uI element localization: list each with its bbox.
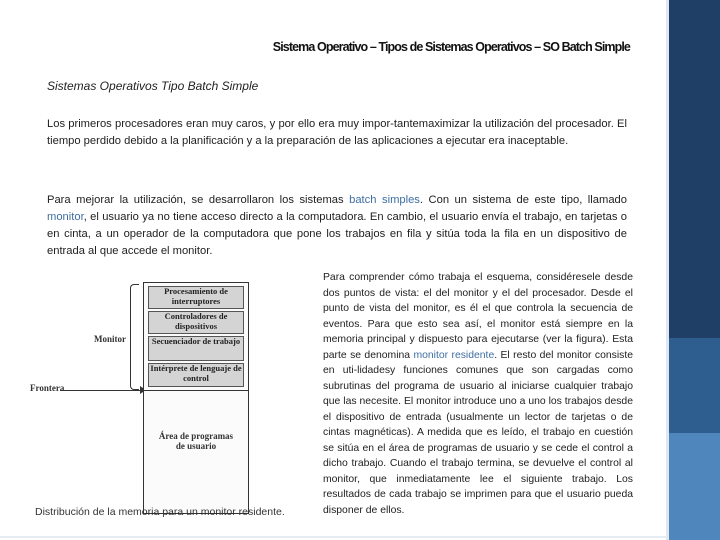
figure-box-control-language: Intérprete de lenguaje de control [148,363,244,387]
paragraph-1: Los primeros procesadores eran muy caros, y por ello era muy impor-tantemaximizar la utilización del procesador. El tiempo perdido debido a la planificación y a la preparación de las aplicaciones a ejecutar era inaceptable. [47,118,627,147]
paragraph-2-text-b: . Con un sistema de este tipo, llamado [419,194,627,206]
monitor-link[interactable]: monitor [47,211,84,223]
slide-title: Sistema Operativo – Tipos de Sistemas Operativos – SO Batch Simple [272,40,630,54]
paragraph-2-text-a: Para mejorar la utilización, se desarrollaron los sistemas [47,194,350,206]
frontier-line [60,390,144,391]
bottom-rule [0,536,666,538]
paragraph-2 [47,192,627,260]
figure-user-area: Área de programas de usuario [158,431,234,451]
sidebar-edge-line [666,0,669,540]
paragraph-3 [323,270,633,518]
figure-caption: Distribución de la memoria para un monitor residente. [35,506,285,518]
memory-frame [143,282,249,514]
figure-box-job-sequencer: Secuenciador de trabajo [148,336,244,361]
memory-layout-figure [30,270,310,528]
sidebar-light-band [666,433,720,540]
monitor-brace [130,284,139,390]
sidebar-mid-band [666,338,720,433]
figure-box-interrupts: Procesamiento de interruptores [148,286,244,309]
paragraph-3-text-b: . El resto del monitor consiste en uti-lidadesy funciones comunes que son cargadas como subrutinas del programa de usuario al iniciarse cualquier trabajo que las necesite. El monitor introduce uno a uno los trabajos desde el dispositivo de entrada (usualmente un lector de tarjetas o de cintas magnéticas). A medida que es leído, el trabajo en cuestión se sitúa en el área de programas de usuario y se cede el control a dicho trabajo. Cuando el trabajo termina, se devuelve el control al monitor, que inmediatamente lee el siguiente trabajo. Los resultados de cada trabajo se imprimen para que el usuario pueda disponer de ellos. [323,349,633,516]
memory-boundary [144,390,248,391]
figure-label-monitor: Monitor [94,334,126,344]
batch-simples-link[interactable]: batch simples [349,194,420,206]
paragraph-2-text-c: , el usuario ya no tiene acceso directo a la computadora. En cambio, el usuario envía el trabajo, en tarjetas o en cinta, a un operador de la computadora que pone los trabajos en fila y sitúa toda la fila en un dispositivo de entrada al que accede el monitor. [47,211,627,257]
slide-subtitle: Sistemas Operativos Tipo Batch Simple [47,79,259,93]
figure-label-frontera: Frontera [30,383,65,393]
monitor-residente-link[interactable]: monitor residente [413,349,495,361]
figure-box-device-drivers: Controladores de dispositivos [148,311,244,334]
decorative-sidebar [666,0,720,540]
paragraph-3-text-a: Para comprender cómo trabaja el esquema, considéresele desde dos puntos de vista: el del monitor y el del procesador. Desde el punto de vista del monitor, es él el que controla la secuencia de eventos. Para que esto sea así, el monitor está siempre en la memoria principal y dispuesto para ejecutarse (ver la figura). Esta parte se denomina [323,272,633,361]
sidebar-dark-band [666,0,720,338]
